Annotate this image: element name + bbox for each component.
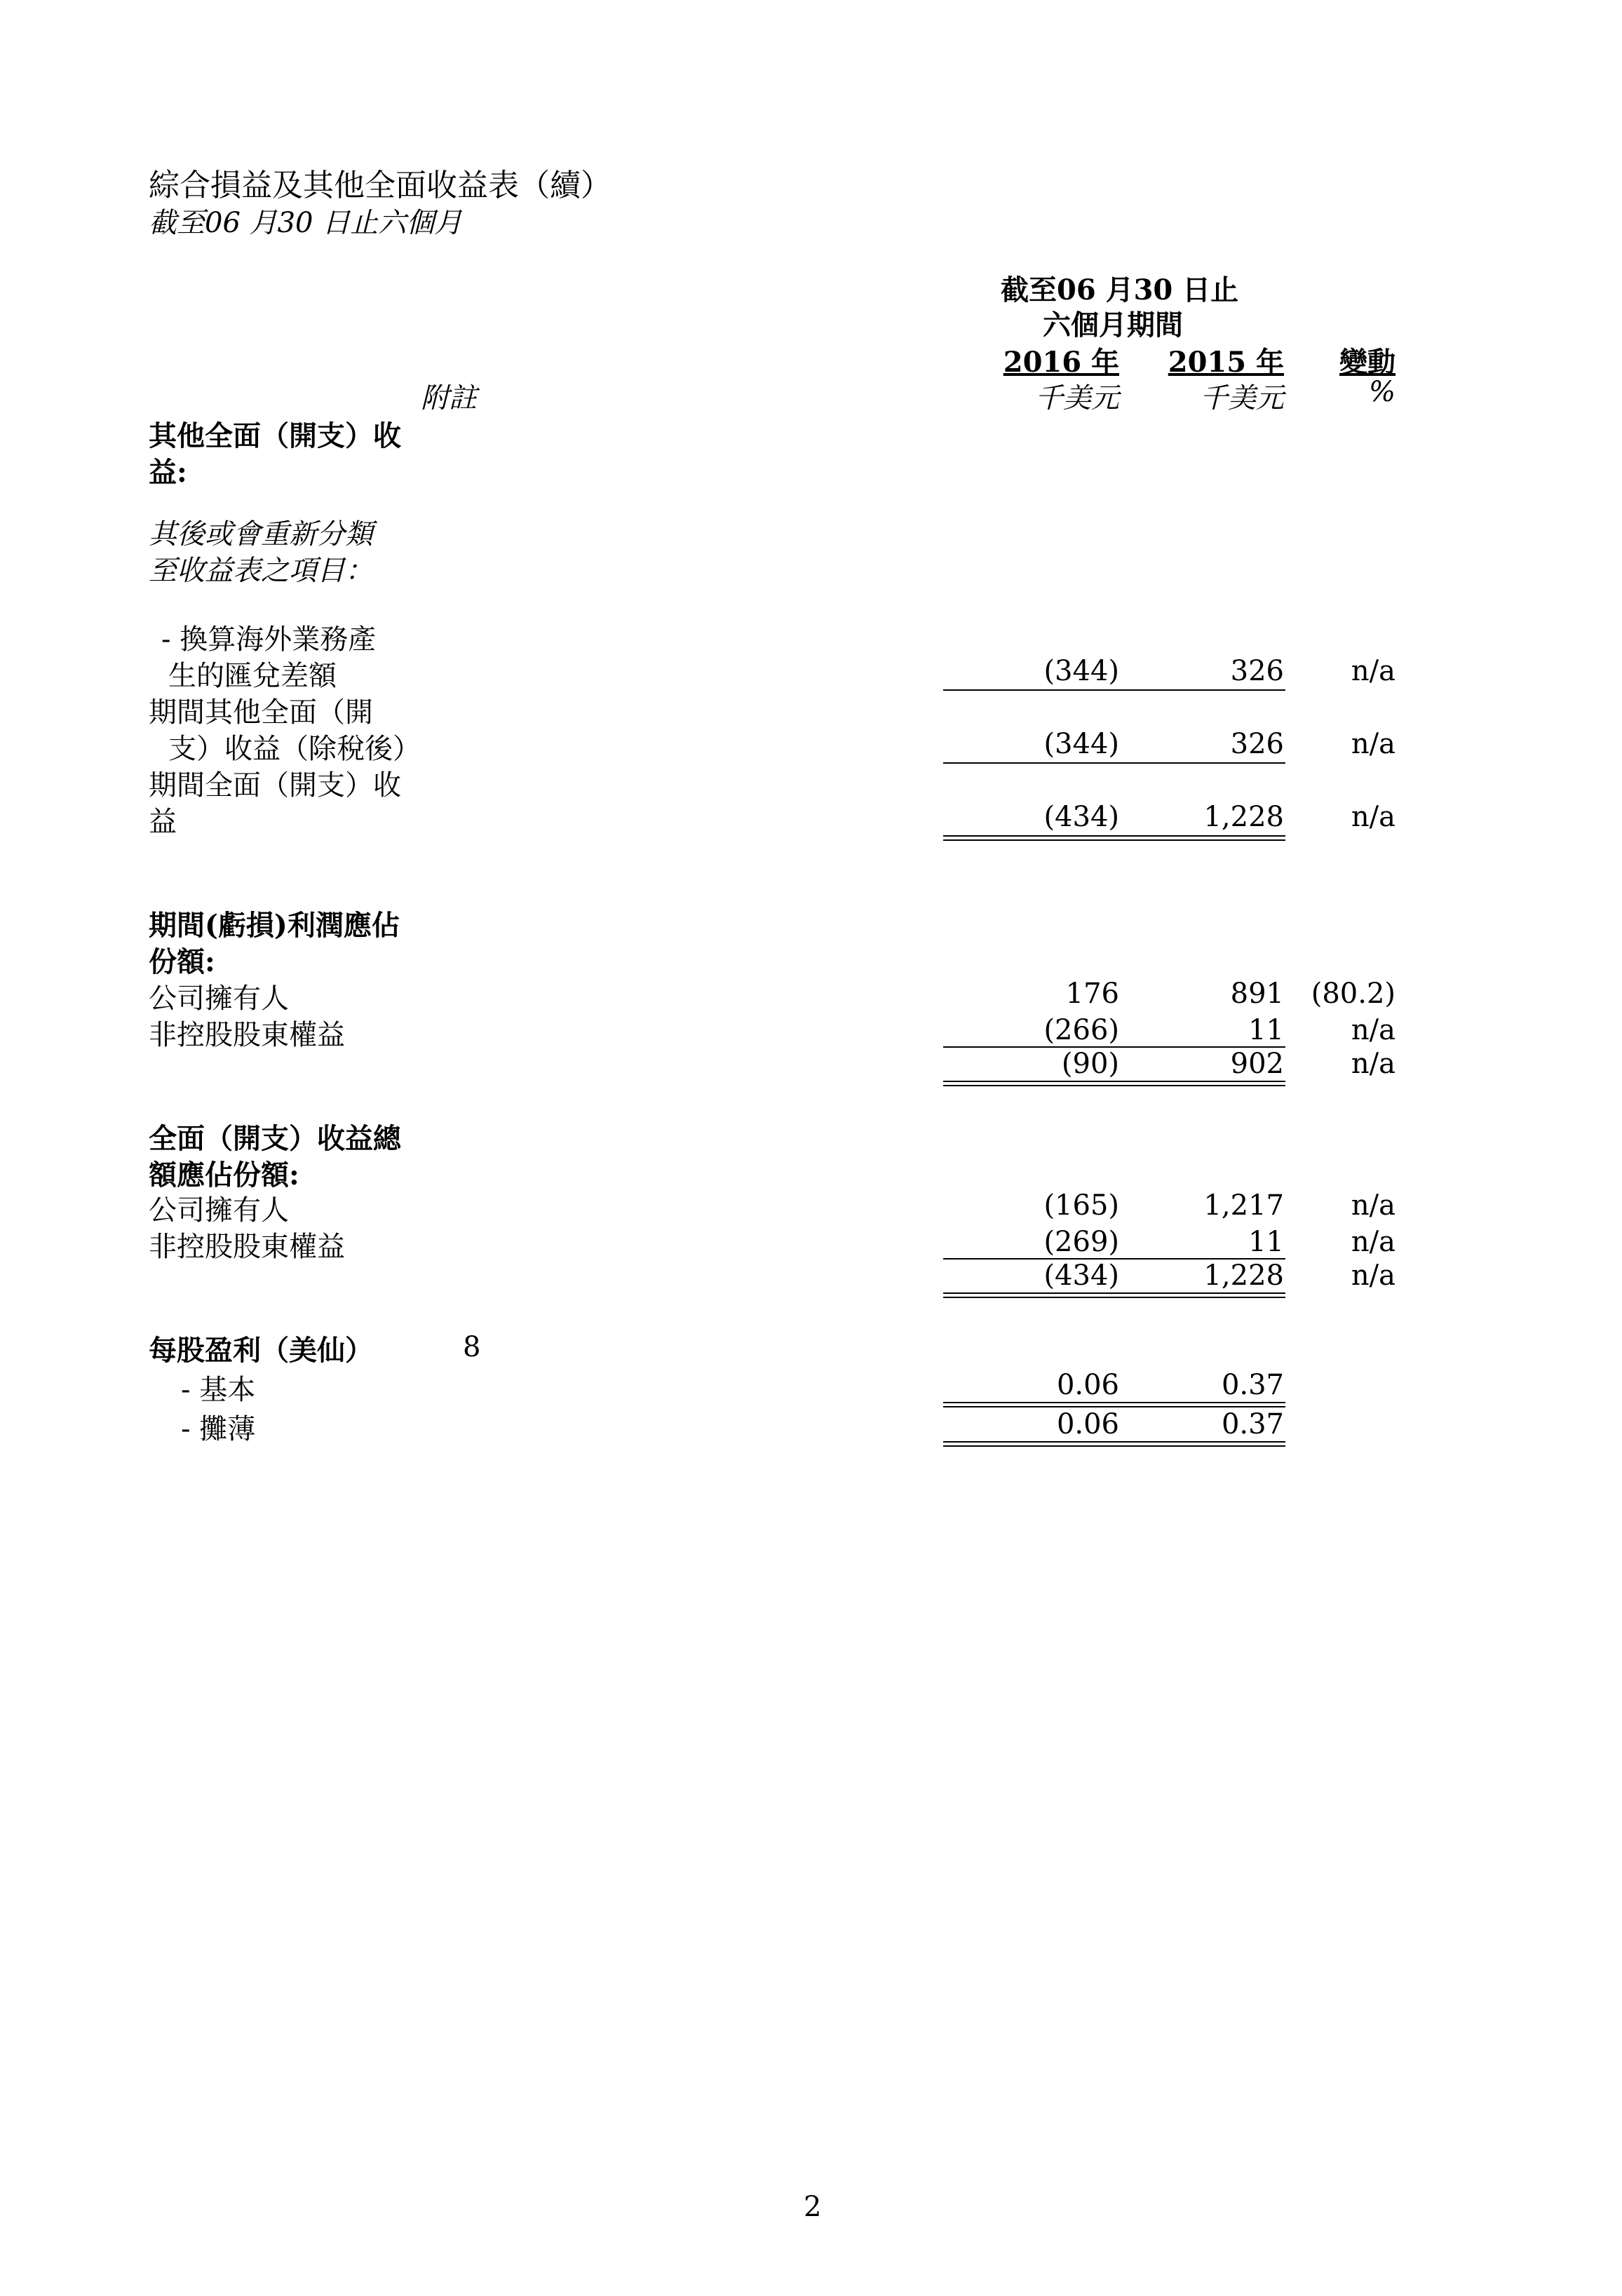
col-2015-header: 2015 年 <box>1168 346 1284 379</box>
unit-2016: 千美元 <box>1035 382 1119 414</box>
rule-profit-total-2015-b <box>1121 1085 1285 1086</box>
eps-note-ref: 8 <box>463 1331 481 1363</box>
oci-net-change: n/a <box>1351 728 1395 760</box>
tci-label-line1: 期間全面（開支）收 <box>149 769 401 802</box>
rule-oci-2015 <box>1121 762 1285 764</box>
tci-2015: 1,228 <box>1203 801 1284 833</box>
rule-tci-2015-a <box>1121 835 1285 837</box>
statement-title: 綜合損益及其他全面收益表（續） <box>149 168 611 203</box>
col-change-header: 變動 <box>1339 346 1395 379</box>
note-header: 附註 <box>421 382 477 414</box>
rule-profit-total-2015-a <box>1121 1081 1285 1082</box>
oci-net-label-line1: 期間其他全面（開 <box>149 696 373 729</box>
eps-basic-2015: 0.37 <box>1221 1369 1284 1401</box>
rule-tci-total-2015-b <box>1121 1297 1285 1298</box>
tci-total-2016: (434) <box>1043 1260 1119 1292</box>
rule-tci-2016-b <box>943 839 1121 841</box>
rule-tci-total-2015-a <box>1121 1292 1285 1294</box>
profit-nci-2016: (266) <box>1043 1014 1119 1046</box>
rule-tci-total-2016-a <box>943 1292 1121 1294</box>
tci-nci-2015: 11 <box>1248 1226 1284 1258</box>
rule-fx-2016 <box>943 689 1121 691</box>
period-header-line2: 六個月期間 <box>1043 309 1183 342</box>
rule-tci-total-2016-b <box>943 1297 1121 1298</box>
col-2016-header: 2016 年 <box>1003 346 1119 379</box>
period-header-line1: 截至06 月30 日止 <box>1001 274 1239 306</box>
rule-profit-total-2016-b <box>943 1085 1121 1086</box>
profit-heading-line1: 期間(虧損)利潤應佔 <box>149 909 400 942</box>
reclass-line1: 其後或會重新分類 <box>149 518 373 551</box>
tci-share-heading-line1: 全面（開支）收益總 <box>149 1122 401 1155</box>
eps-basic-2016: 0.06 <box>1056 1369 1119 1401</box>
profit-nci-label: 非控股股東權益 <box>149 1019 345 1051</box>
tci-owner-change: n/a <box>1351 1189 1395 1222</box>
rule-eps-basic-2015-b <box>1121 1406 1285 1407</box>
fx-label-line2: 生的匯兌差額 <box>168 660 337 692</box>
tci-owner-2016: (165) <box>1043 1189 1119 1222</box>
rule-eps-diluted-2015-b <box>1121 1445 1285 1447</box>
oci-heading-line2: 益: <box>149 456 187 489</box>
rule-profit-total-2016-a <box>943 1081 1121 1082</box>
page-number: 2 <box>804 2191 822 2223</box>
rule-eps-basic-2016-b <box>943 1406 1121 1407</box>
tci-total-2015: 1,228 <box>1203 1260 1284 1292</box>
oci-heading-line1: 其他全面（開支）收 <box>149 419 401 452</box>
profit-owner-label: 公司擁有人 <box>149 982 289 1015</box>
eps-diluted-2015: 0.37 <box>1221 1408 1284 1440</box>
rule-eps-diluted-2016-a <box>943 1441 1121 1443</box>
profit-total-2015: 902 <box>1230 1048 1284 1080</box>
eps-heading: 每股盈利（美仙） <box>149 1334 373 1367</box>
fx-change: n/a <box>1351 655 1395 687</box>
oci-net-label-line2: 支）收益（除稅後） <box>168 733 421 765</box>
profit-owner-2015: 891 <box>1230 978 1284 1010</box>
rule-eps-basic-2016-a <box>943 1402 1121 1403</box>
rule-tci-2015-b <box>1121 839 1285 841</box>
unit-change: % <box>1368 376 1395 408</box>
profit-nci-change: n/a <box>1351 1014 1395 1046</box>
profit-owner-2016: 176 <box>1065 978 1119 1010</box>
tci-nci-change: n/a <box>1351 1226 1395 1258</box>
reclass-line2: 至收益表之項目： <box>149 555 373 587</box>
rule-eps-diluted-2015-a <box>1121 1441 1285 1443</box>
profit-owner-change: (80.2) <box>1311 978 1395 1010</box>
profit-total-change: n/a <box>1351 1048 1395 1080</box>
tci-nci-2016: (269) <box>1043 1226 1119 1258</box>
rule-tci-2016-a <box>943 835 1121 837</box>
tci-label-line2: 益 <box>149 806 177 838</box>
tci-total-change: n/a <box>1351 1260 1395 1292</box>
fx-label-line1: - 換算海外業務產 <box>161 623 377 656</box>
tci-nci-label: 非控股股東權益 <box>149 1231 345 1263</box>
rule-eps-diluted-2016-b <box>943 1445 1121 1447</box>
rule-oci-2016 <box>943 762 1121 764</box>
rule-fx-2015 <box>1121 689 1285 691</box>
tci-2016: (434) <box>1043 801 1119 833</box>
eps-basic-label: - 基本 <box>181 1374 256 1406</box>
rule-eps-basic-2015-a <box>1121 1402 1285 1403</box>
eps-diluted-2016: 0.06 <box>1056 1408 1119 1440</box>
profit-total-2016: (90) <box>1061 1048 1119 1080</box>
tci-owner-2015: 1,217 <box>1203 1189 1284 1222</box>
tci-owner-label: 公司擁有人 <box>149 1194 289 1227</box>
unit-2015: 千美元 <box>1200 382 1284 414</box>
fx-2015: 326 <box>1230 655 1284 687</box>
fx-2016: (344) <box>1043 655 1119 687</box>
profit-nci-2015: 11 <box>1248 1014 1284 1046</box>
oci-net-2016: (344) <box>1043 728 1119 760</box>
profit-heading-line2: 份額: <box>149 945 215 978</box>
tci-change: n/a <box>1351 801 1395 833</box>
oci-net-2015: 326 <box>1230 728 1284 760</box>
tci-share-heading-line2: 額應佔份額: <box>149 1159 299 1191</box>
statement-subtitle: 截至06 月30 日止六個月 <box>149 207 463 239</box>
eps-diluted-label: - 攤薄 <box>181 1413 256 1445</box>
